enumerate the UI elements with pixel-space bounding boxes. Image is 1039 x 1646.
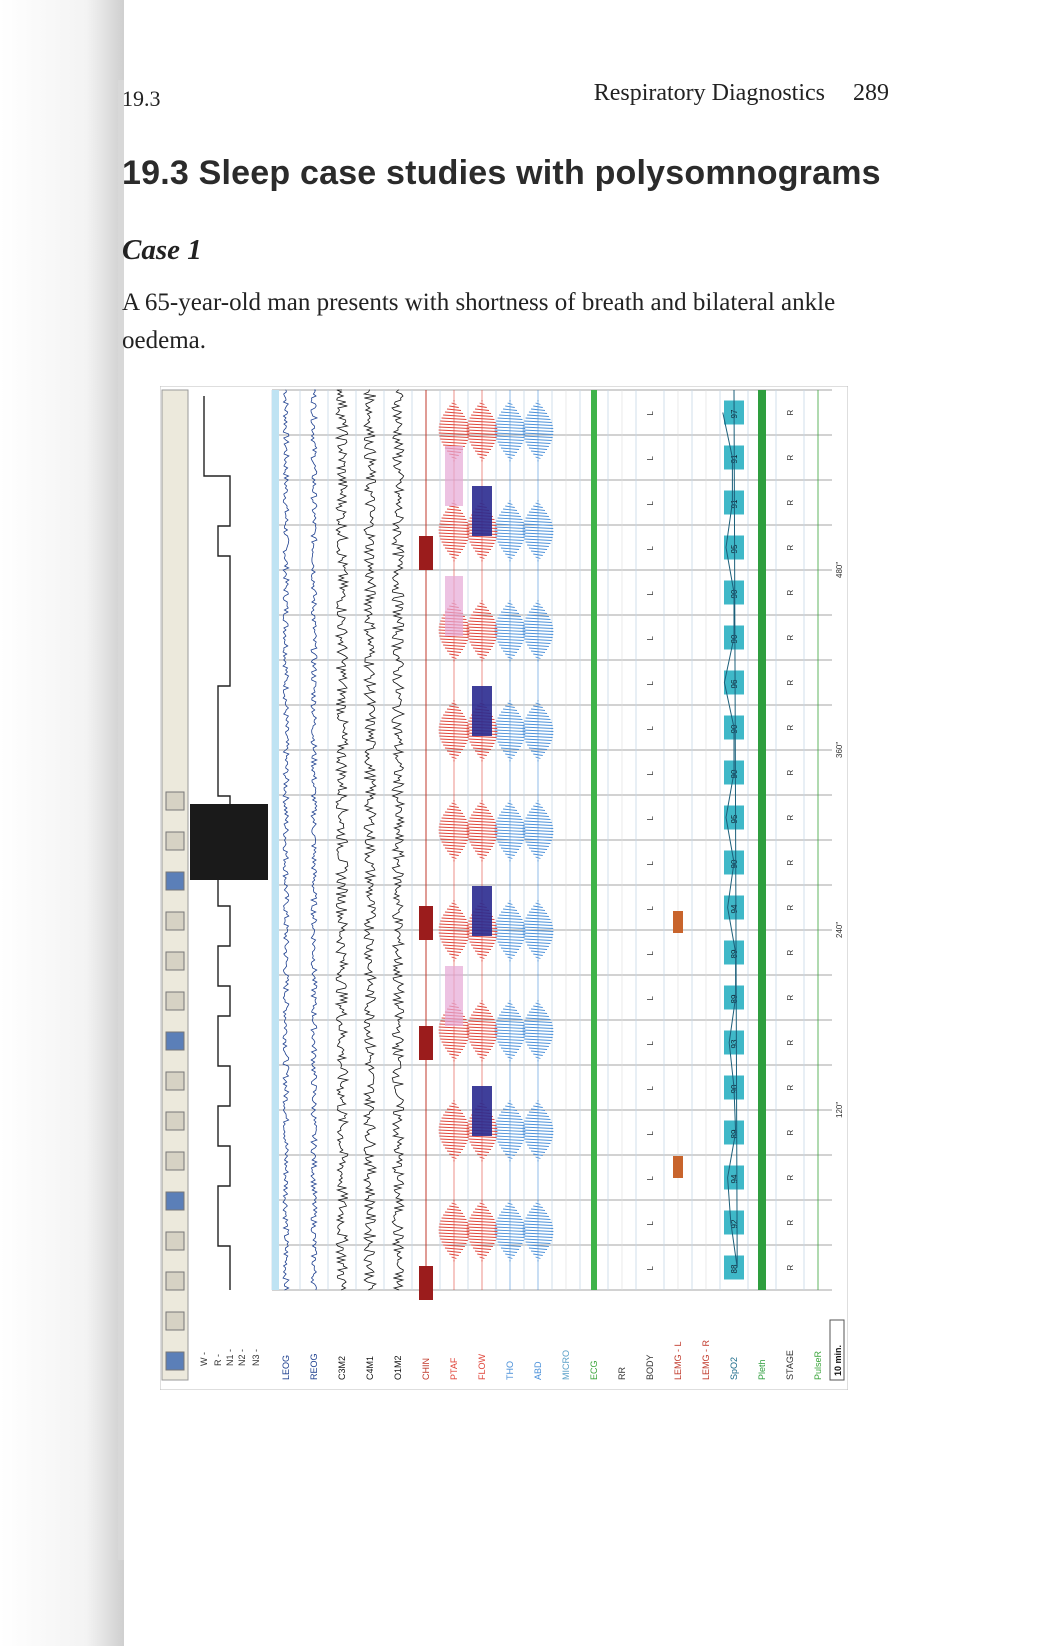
channel-label: LEOG <box>281 1354 291 1380</box>
body-position-mark: L <box>646 816 655 821</box>
spo2-value: 89 <box>730 1129 739 1139</box>
channel-label: CHIN <box>421 1358 431 1380</box>
page-gutter-shadow <box>0 0 124 1646</box>
channel-label: PTAF <box>449 1357 459 1380</box>
F2-icon <box>166 1352 184 1370</box>
body-position-mark: L <box>646 1041 655 1046</box>
body-position-mark: L <box>646 1086 655 1091</box>
channel-label: LEMG - R <box>701 1339 711 1380</box>
sleep-stage-mark: R <box>786 904 795 911</box>
sleep-stage-mark: R <box>786 994 795 1001</box>
chin-emg-event <box>419 1266 433 1300</box>
channel-label: REOG <box>309 1353 319 1380</box>
chin-emg-event <box>419 1026 433 1060</box>
body-position-mark: L <box>646 726 655 731</box>
sleep-stage-mark: R <box>786 454 795 461</box>
F3-icon <box>166 1312 184 1330</box>
hypnogram-stage-label: N3 - <box>251 1348 261 1366</box>
hypopnea-event-marker <box>445 576 463 636</box>
channel-label: THO <box>505 1361 515 1380</box>
leg-movement-event <box>673 911 683 933</box>
sleep-stage-mark: R <box>786 769 795 776</box>
section-heading: 19.3 Sleep case studies with polysomnograms <box>122 154 881 192</box>
leg-movement-event <box>673 1156 683 1178</box>
channel-label: PulseR <box>813 1350 823 1380</box>
body-position-mark: L <box>646 771 655 776</box>
trace-ecg <box>591 390 597 1290</box>
body-position-mark: L <box>646 1221 655 1226</box>
time-mark: 360" <box>835 741 844 758</box>
timebase-label: 10 min. <box>833 1344 843 1376</box>
running-title: Respiratory Diagnostics <box>593 80 825 106</box>
channel-label: FLOW <box>477 1354 487 1380</box>
spo2-value: 96 <box>730 679 739 689</box>
body-position-mark: L <box>646 1266 655 1271</box>
sleep-stage-mark: R <box>786 859 795 866</box>
spo2-value: 89 <box>730 994 739 1004</box>
spo2-value: 90 <box>730 769 739 779</box>
sleep-stage-mark: R <box>786 409 795 416</box>
polysomnogram-figure <box>160 386 848 1390</box>
channel-label: MICRO <box>561 1350 571 1380</box>
channel-label: BODY <box>645 1354 655 1380</box>
F5-icon <box>166 1232 184 1250</box>
R-icon <box>166 992 184 1010</box>
spo2-value: 95 <box>730 814 739 824</box>
F7-icon <box>166 1152 184 1170</box>
settings-icon <box>166 1072 184 1090</box>
channel-label: STAGE <box>785 1350 795 1380</box>
hypnogram-stage-label: N2 - <box>237 1348 247 1366</box>
spo2-value: 89 <box>730 949 739 959</box>
hypopnea-event-marker <box>445 446 463 506</box>
W-icon <box>166 1032 184 1050</box>
body-position-mark: L <box>646 636 655 641</box>
spo2-value: 94 <box>730 904 739 914</box>
sleep-stage-mark: R <box>786 589 795 596</box>
body-position-mark: L <box>646 591 655 596</box>
eog-highlight <box>272 390 279 1290</box>
select-icon <box>166 832 184 850</box>
hypnogram-stage-label: R - <box>213 1354 223 1366</box>
sleep-stage-mark: R <box>786 1174 795 1181</box>
body-position-mark: L <box>646 951 655 956</box>
sleep-stage-mark: R <box>786 1264 795 1271</box>
sleep-stage-mark: R <box>786 949 795 956</box>
spo2-value: 91 <box>730 454 739 464</box>
F4-icon <box>166 1272 184 1290</box>
apnea-event-marker <box>472 486 492 536</box>
body-position-mark: L <box>646 501 655 506</box>
spo2-value: 90 <box>730 1084 739 1094</box>
N2-icon <box>166 912 184 930</box>
F6-icon <box>166 1192 184 1210</box>
time-mark: 480" <box>835 561 844 578</box>
sleep-stage-mark: R <box>786 499 795 506</box>
spo2-value: 92 <box>730 1219 739 1229</box>
sleep-stage-mark: R <box>786 1084 795 1091</box>
N1-icon <box>166 952 184 970</box>
case-title: Case 1 <box>122 234 202 266</box>
chin-emg-event <box>419 906 433 940</box>
body-position-mark: L <box>646 996 655 1001</box>
sleep-stage-mark: R <box>786 1129 795 1136</box>
body-position-mark: L <box>646 411 655 416</box>
apnea-event-marker <box>472 886 492 936</box>
case-description: A 65-year-old man presents with shortness of breath and bilateral ankle oedema. <box>122 289 836 354</box>
spo2-value: 91 <box>730 499 739 509</box>
spo2-value: 90 <box>730 859 739 869</box>
channel-label: C3M2 <box>337 1355 347 1380</box>
running-header <box>594 80 889 107</box>
spo2-value: 90 <box>730 589 739 599</box>
hypopnea-event-marker <box>445 966 463 1026</box>
F8-icon <box>166 1112 184 1130</box>
apnea-event-marker <box>472 1086 492 1136</box>
hypnogram-stage-label: W - <box>199 1352 209 1366</box>
N3-icon <box>166 872 184 890</box>
body-position-mark: L <box>646 456 655 461</box>
apnea-event-marker <box>472 686 492 736</box>
channel-label: C4M1 <box>365 1355 375 1380</box>
channel-label: ABD <box>533 1361 543 1380</box>
current-epoch-marker <box>190 804 268 880</box>
spo2-value: 90 <box>730 724 739 734</box>
body-position-mark: L <box>646 681 655 686</box>
body-position-mark: L <box>646 1131 655 1136</box>
body-position-mark: L <box>646 906 655 911</box>
page-number: 289 <box>853 80 889 106</box>
body-position-mark: L <box>646 1176 655 1181</box>
channel-label: ECG <box>589 1360 599 1380</box>
hypnogram-stage-label: N1 - <box>225 1348 235 1366</box>
body-position-mark: L <box>646 546 655 551</box>
time-mark: 240" <box>835 921 844 938</box>
sleep-stage-mark: R <box>786 1219 795 1226</box>
trace-pleth <box>758 390 766 1290</box>
channel-label: SpO2 <box>729 1356 739 1380</box>
channel-label: O1M2 <box>393 1355 403 1380</box>
spo2-value: 93 <box>730 1039 739 1049</box>
waveform-icons <box>166 792 184 810</box>
sleep-stage-mark: R <box>786 724 795 731</box>
spo2-value: 94 <box>730 1174 739 1184</box>
sleep-stage-mark: R <box>786 814 795 821</box>
polysomnogram-svg <box>160 386 848 1390</box>
time-mark: 120" <box>835 1101 844 1118</box>
sleep-stage-mark: R <box>786 634 795 641</box>
sleep-stage-mark: R <box>786 679 795 686</box>
sleep-stage-mark: R <box>786 544 795 551</box>
channel-label: LEMG - L <box>673 1341 683 1380</box>
channel-label: RR <box>617 1367 627 1380</box>
channel-label: Pleth <box>757 1359 767 1380</box>
spo2-value: 88 <box>730 1264 739 1274</box>
spo2-value: 90 <box>730 634 739 644</box>
running-section-number: 19.3 <box>122 86 161 111</box>
spo2-value: 97 <box>730 409 739 419</box>
sleep-stage-mark: R <box>786 1039 795 1046</box>
spo2-value: 95 <box>730 544 739 554</box>
chin-emg-event <box>419 536 433 570</box>
body-position-mark: L <box>646 861 655 866</box>
